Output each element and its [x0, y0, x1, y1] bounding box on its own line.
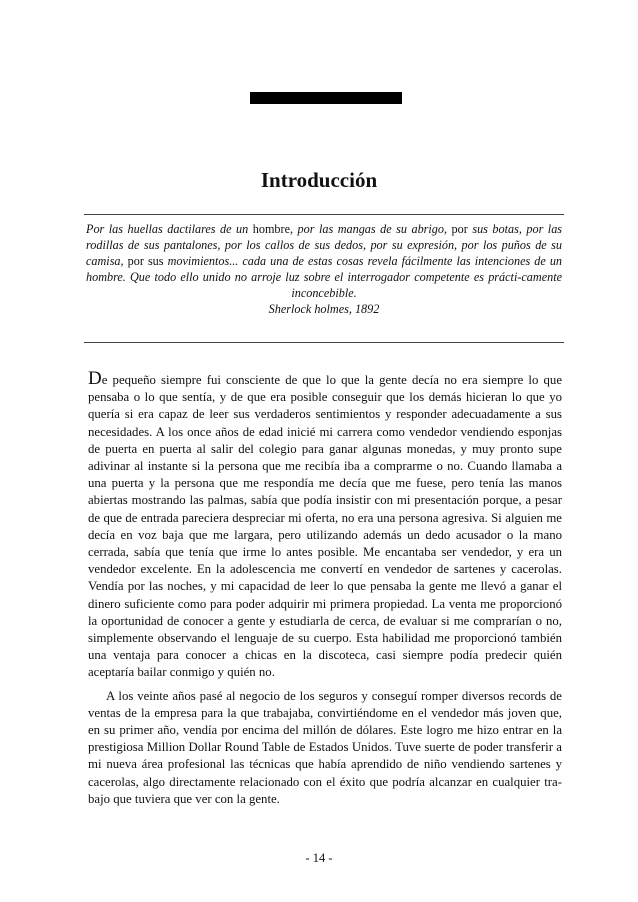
chapter-ornament-bar	[250, 92, 402, 104]
chapter-title: Introducción	[260, 168, 378, 192]
epigraph	[86, 221, 562, 317]
page-number: - 14 -	[305, 851, 333, 865]
body-text	[88, 369, 562, 808]
drop-cap: D	[88, 368, 102, 389]
epigraph-bottom-rule	[84, 342, 564, 343]
epigraph-text: Por las huellas dactilares de un hombre, por las mangas de su abrigo, por sus botas, por las rodillas de sus pantalones, por los callos de sus dedos, por su expresión, por los puños de su camisa, por sus movimientos... cada una de estas cosas revela fácilmente las intenciones de un hombre. Que todo ello unido no arroje luz sobre el interrogador competente es prácti-camente inconcebible.	[86, 222, 563, 300]
paragraph-1: De pequeño siempre fui consciente de que lo que la gente decía no era siempre lo que pensaba o lo que sentía, y de que era posible conseguir que los demás hicieran lo que yo quería si era capaz de leer sus verdaderos sentimientos y responder adecuadamente a sus necesidades. A los once años de edad inicié mi carrera como vendedor vendiendo esponjas de puerta en puerta al salir del colegio para ganar algunas monedas, y muy pronto supe adivinar al instante si la persona que me recibía iba a comprarme o no. Cuando llamaba a una puerta y la persona que me respondía me decía que me fuese, pero tenía las manos abiertas mostrando las palmas, sabía que podía insistir con mi presentación porque, a pesar de que de entrada pareciera despreciar mi oferta, no era una persona agresiva. Si alguien me decía en voz baja que me largara, pero utilizando además un dedo acusador o la mano cerrada, sabía que tenía que irme lo antes posible. Me encantaba ser vendedor, y era un vendedor excelente. En la adolescencia me convertí en vendedor de sartenes y cacerolas. Vendía por las noches, y mi capacidad de leer lo que pensaba la gente me llevó a ganar el dinero suficiente como para poder adquirir mi primera propiedad. La venta me proporcionó la oportunidad de conocer a gente y estudiarla de cerca, de evaluar si me comprarían o no, simplemente observando el lenguaje de su cuerpo. Esta habilidad me proporcionó también una ventaja para conocer a chicas en la discoteca, casi siempre podía predecir quién aceptaría bailar conmigo y quién no.	[88, 368, 562, 680]
epigraph-top-rule	[84, 214, 564, 215]
epigraph-attribution: Sherlock holmes, 1892	[268, 302, 380, 316]
paragraph-2: A los veinte años pasé al negocio de los seguros y conseguí romper diversos records de ventas de la empresa para la que trabajaba, convirtiéndome en el vendedor más joven que, en su primer año, vendía por encima del millón de dólares. Este logro me hizo entrar en la prestigiosa Million Dollar Round Table de Estados Unidos. Tuve suerte de poder transferir a mi nueva área profesional las técnicas que había aprendido de niño vendiendo sartenes y cacerolas, algo directamente relacionado con el éxito que podría alcanzar en cualquier tra-bajo que tuviera que ver con la gente.	[88, 688, 562, 806]
